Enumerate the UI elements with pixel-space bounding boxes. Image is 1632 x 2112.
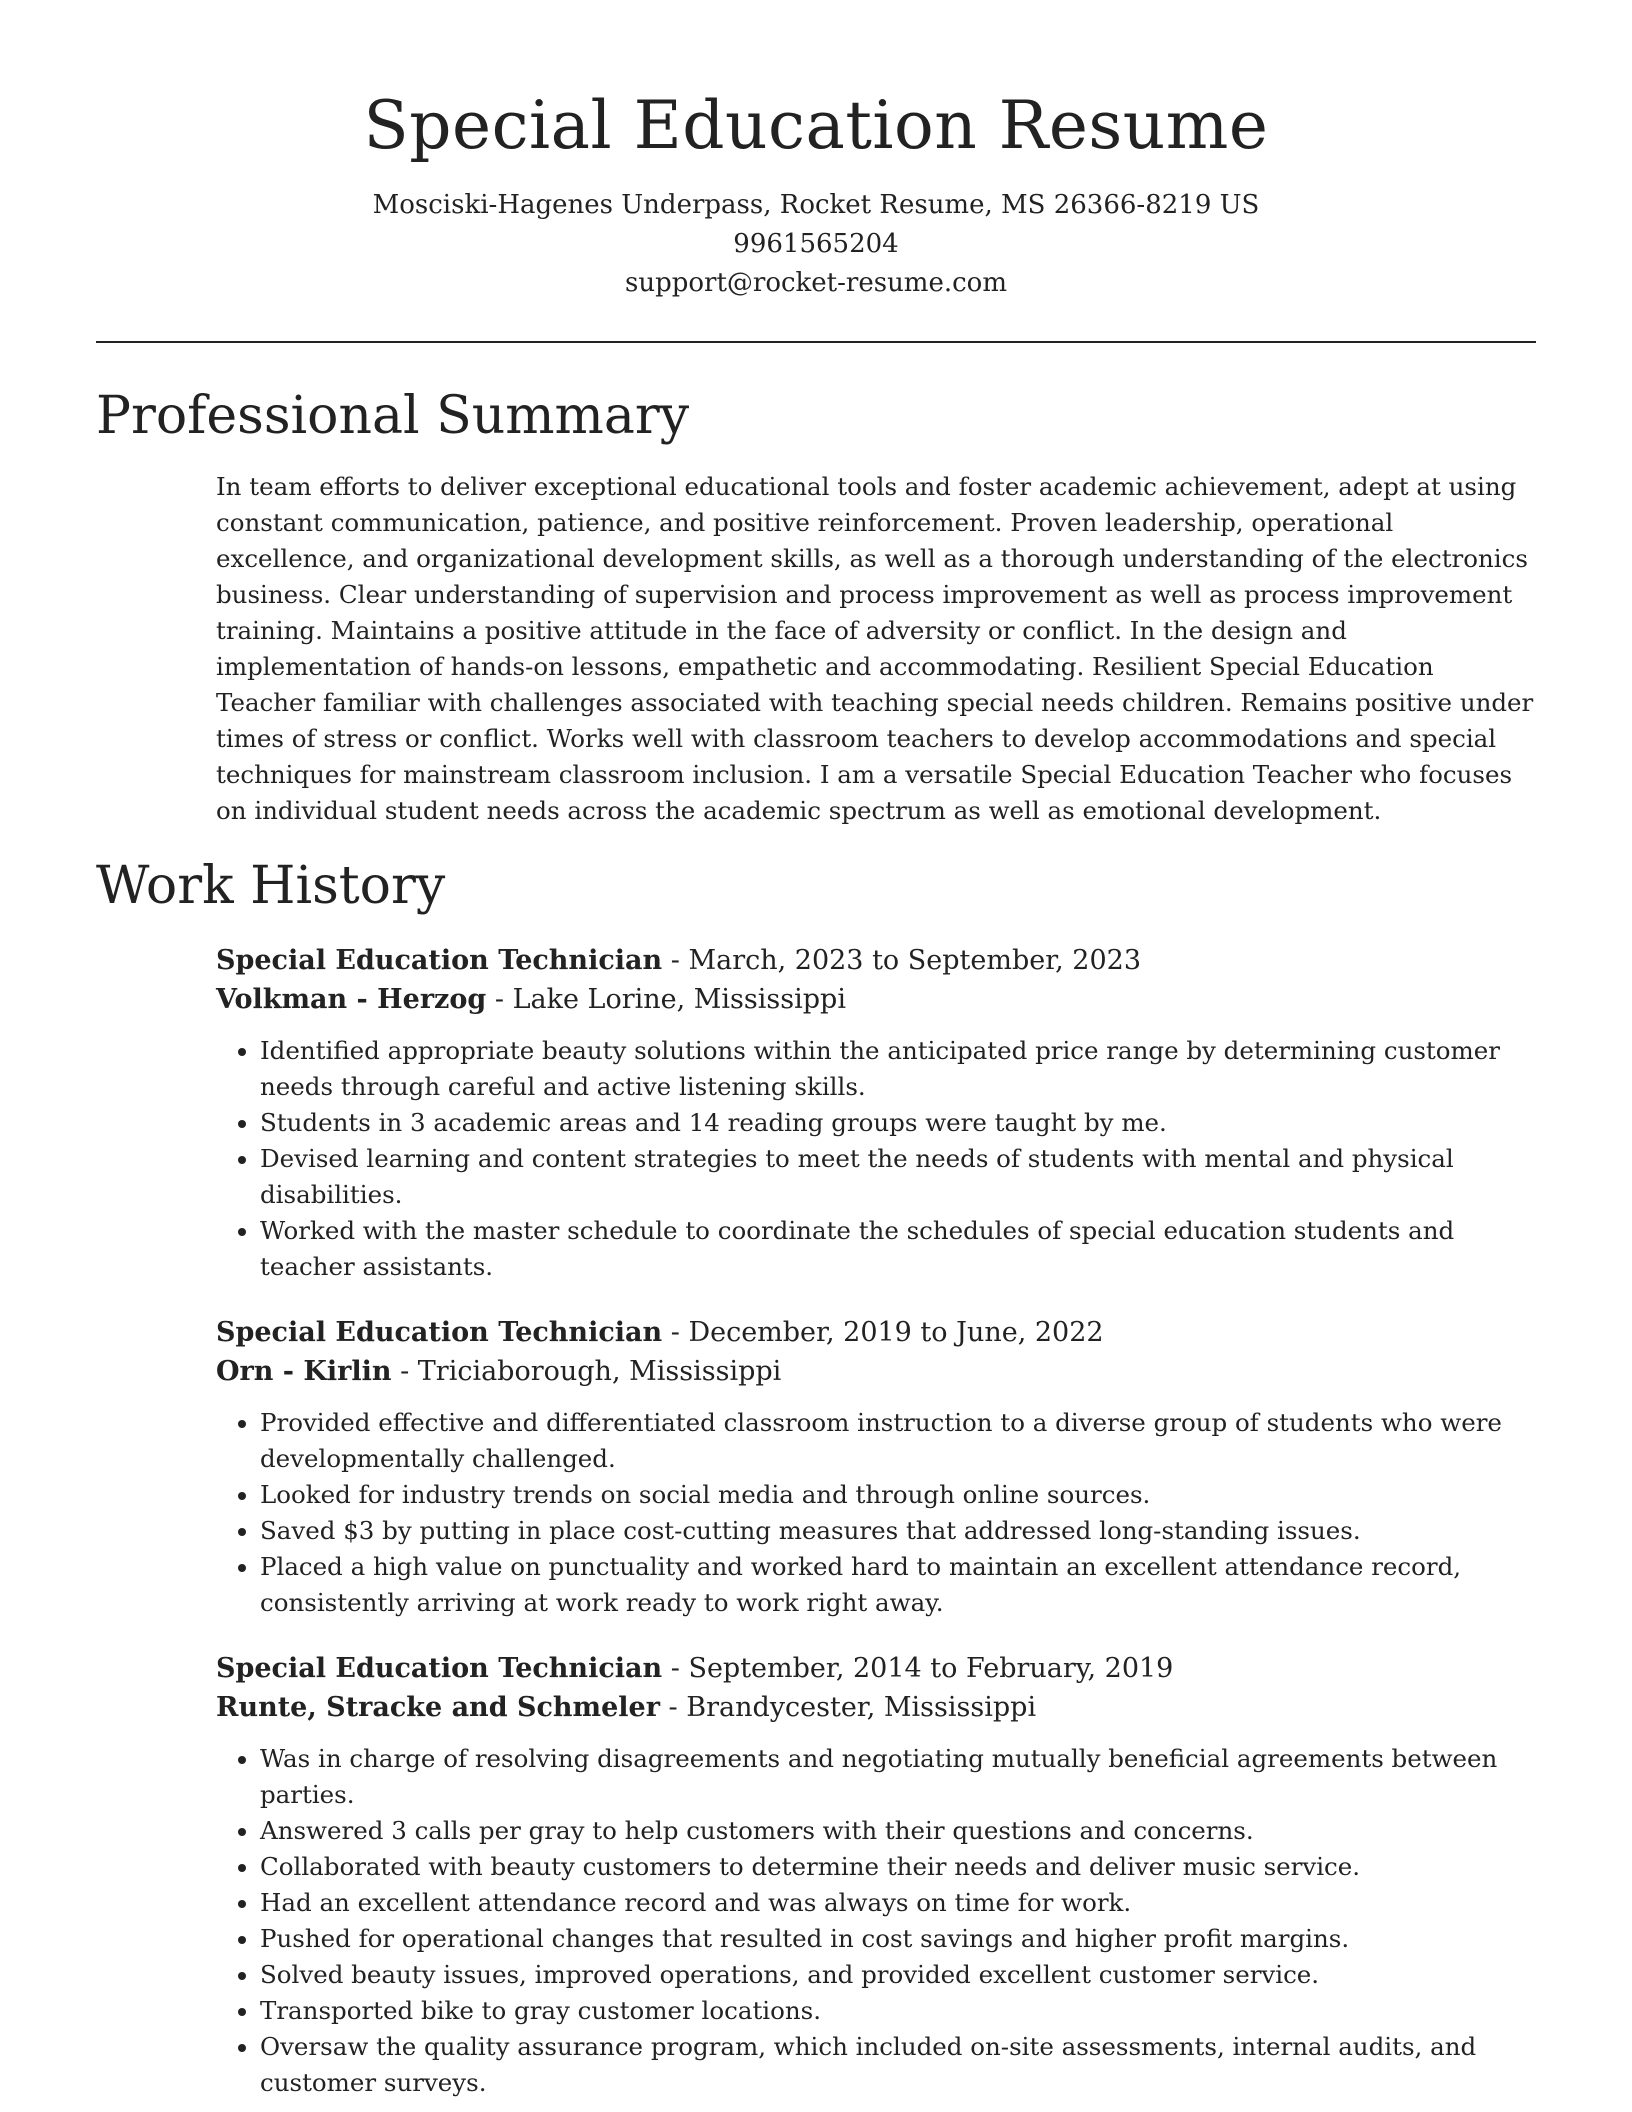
job-dates: - December, 2019 to June, 2022 bbox=[662, 1317, 1104, 1348]
job-bullet: • Collaborated with beauty customers to determine their needs and deliver music service. bbox=[260, 1849, 1536, 1885]
job-title-line bbox=[216, 1313, 1536, 1352]
address-text: Mosciski-Hagenes Underpass, Rocket Resume, MS 26366-8219 US bbox=[372, 190, 1260, 220]
work-history-list bbox=[216, 941, 1536, 2101]
summary-heading: Professional Summary bbox=[96, 386, 690, 446]
job-title: Special Education Technician bbox=[216, 1317, 663, 1348]
phone-text: 9961565204 bbox=[733, 229, 899, 259]
resume-header bbox=[96, 0, 1536, 303]
job-location: - Triciaborough, Mississippi bbox=[391, 1356, 782, 1387]
job-title: Special Education Technician bbox=[216, 945, 663, 976]
summary-paragraph: In team efforts to deliver exceptional educational tools and foster academic achievement, adept at using constant communication, patience, and positive reinforcement. Proven leadership, operational excellence, and organizational development skills, as well as a thorough understanding of the electronics business. Clear understanding of supervision and process improvement as well as process improvement training. Maintains a positive attitude in the face of adversity or conflict. In the design and implementation of hands-on lessons, empathetic and accommodating. Resilient Special Education Teacher familiar with challenges associated with teaching special needs children. Remains positive under times of stress or conflict. Works well with classroom teachers to develop accommodations and special techniques for mainstream classroom inclusion. I am a versatile Special Education Teacher who focuses on individual student needs across the academic spectrum as well as emotional development. bbox=[216, 472, 1534, 825]
job-bullets bbox=[216, 1741, 1536, 2101]
job-entry bbox=[216, 941, 1536, 1285]
job-dates: - September, 2014 to February, 2019 bbox=[662, 1653, 1174, 1684]
job-bullet: • Was in charge of resolving disagreements and negotiating mutually beneficial agreements between parties. bbox=[260, 1741, 1536, 1813]
job-bullet: • Saved $3 by putting in place cost-cutting measures that addressed long-standing issues. bbox=[260, 1513, 1536, 1549]
job-bullet: • Looked for industry trends on social media and through online sources. bbox=[260, 1477, 1536, 1513]
job-company-line bbox=[216, 980, 1536, 1019]
job-bullet: • Had an excellent attendance record and was always on time for work. bbox=[260, 1885, 1536, 1921]
job-bullets bbox=[216, 1405, 1536, 1621]
job-location: - Lake Lorine, Mississippi bbox=[486, 984, 846, 1015]
job-company-line bbox=[216, 1352, 1536, 1391]
job-bullet: • Solved beauty issues, improved operations, and provided excellent customer service. bbox=[260, 1957, 1536, 1993]
job-bullets bbox=[216, 1033, 1536, 1285]
job-bullet: • Provided effective and differentiated classroom instruction to a diverse group of students who were developmentally challenged. bbox=[260, 1405, 1536, 1477]
job-company: Volkman - Herzog bbox=[216, 984, 487, 1015]
email-text: support@rocket-resume.com bbox=[624, 268, 1007, 298]
job-company: Orn - Kirlin bbox=[216, 1356, 392, 1387]
job-bullet: • Answered 3 calls per gray to help customers with their questions and concerns. bbox=[260, 1813, 1536, 1849]
resume-page bbox=[96, 0, 1536, 2101]
contact-block bbox=[96, 186, 1536, 303]
job-dates: - March, 2023 to September, 2023 bbox=[662, 945, 1142, 976]
job-title: Special Education Technician bbox=[216, 1653, 663, 1684]
job-entry bbox=[216, 1649, 1536, 2101]
job-bullet: • Pushed for operational changes that resulted in cost savings and higher profit margins. bbox=[260, 1921, 1536, 1957]
work-history-heading: Work History bbox=[96, 856, 446, 916]
job-bullet: • Students in 3 academic areas and 14 reading groups were taught by me. bbox=[260, 1105, 1536, 1141]
job-company-line bbox=[216, 1688, 1536, 1727]
job-title-line bbox=[216, 1649, 1536, 1688]
job-bullet: • Worked with the master schedule to coordinate the schedules of special education students and teacher assistants. bbox=[260, 1213, 1536, 1285]
job-bullet: • Placed a high value on punctuality and worked hard to maintain an excellent attendance record, consistently arriving at work ready to work right away. bbox=[260, 1549, 1536, 1621]
job-bullet: • Identified appropriate beauty solutions within the anticipated price range by determining customer needs through careful and active listening skills. bbox=[260, 1033, 1536, 1105]
resume-title: Special Education Resume bbox=[363, 87, 1269, 164]
header-divider bbox=[96, 341, 1536, 343]
job-bullet: • Oversaw the quality assurance program, which included on-site assessments, internal audits, and customer surveys. bbox=[260, 2029, 1536, 2101]
job-entry bbox=[216, 1313, 1536, 1621]
job-bullet: • Devised learning and content strategies to meet the needs of students with mental and physical disabilities. bbox=[260, 1141, 1536, 1213]
job-title-line bbox=[216, 941, 1536, 980]
job-location: - Brandycester, Mississippi bbox=[659, 1692, 1037, 1723]
job-bullet: • Transported bike to gray customer locations. bbox=[260, 1993, 1536, 2029]
job-company: Runte, Stracke and Schmeler bbox=[216, 1692, 660, 1723]
